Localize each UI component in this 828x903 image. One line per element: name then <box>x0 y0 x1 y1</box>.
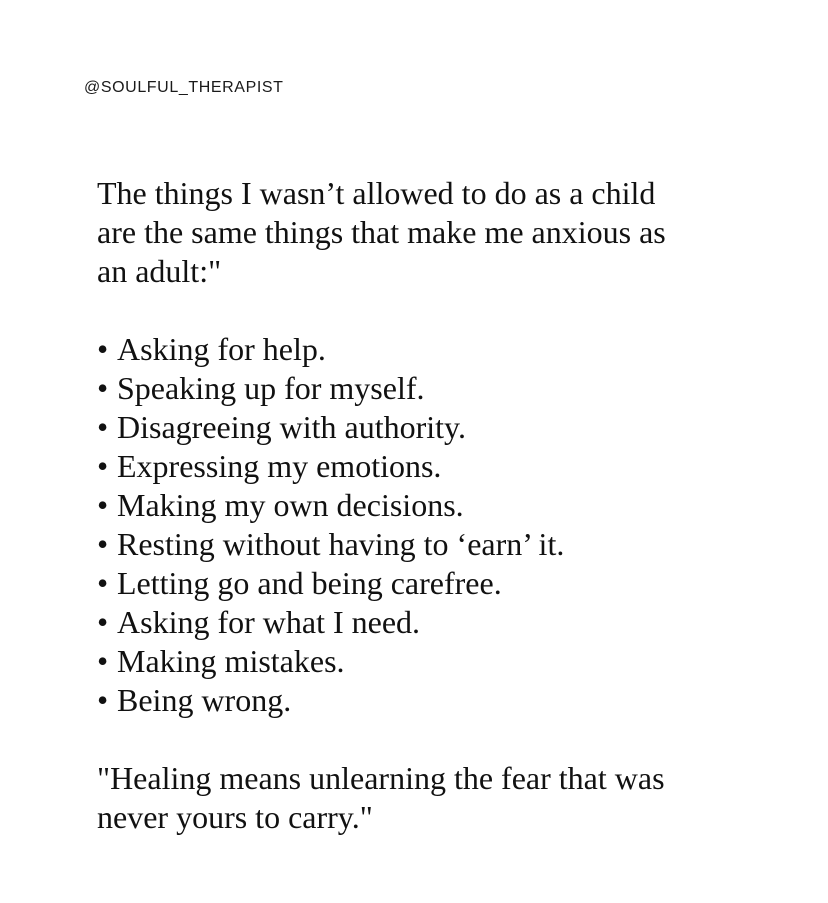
account-handle: @SOULFUL_THERAPIST <box>84 79 284 96</box>
bullet: • <box>97 565 109 601</box>
bullet: • <box>97 331 109 367</box>
intro-line: are the same things that make me anxious as <box>97 214 666 250</box>
bullet: • <box>97 448 109 484</box>
bullet: • <box>97 682 109 718</box>
list-item-text: Resting without having to ‘earn’ it. <box>117 526 565 562</box>
list-item-text: Disagreeing with authority. <box>117 409 466 445</box>
list-item <box>97 525 797 564</box>
bullet: • <box>97 370 109 406</box>
list-item <box>97 681 797 720</box>
list-item-text: Letting go and being carefree. <box>117 565 502 601</box>
bullet: • <box>97 604 109 640</box>
closing-quote <box>97 759 797 837</box>
quote-body <box>97 174 797 837</box>
list-item-text: Speaking up for myself. <box>117 370 425 406</box>
list-item <box>97 369 797 408</box>
bullet: • <box>97 526 109 562</box>
closing-line: never yours to carry." <box>97 799 373 835</box>
list-item-text: Making mistakes. <box>117 643 345 679</box>
intro-line: an adult:" <box>97 253 222 289</box>
bullet: • <box>97 409 109 445</box>
list-item <box>97 642 797 681</box>
intro-paragraph <box>97 174 797 291</box>
anxiety-list <box>97 330 797 720</box>
list-item-text: Being wrong. <box>117 682 292 718</box>
list-item-text: Asking for help. <box>117 331 326 367</box>
closing-line: "Healing means unlearning the fear that was <box>97 760 665 796</box>
list-item <box>97 330 797 369</box>
bullet: • <box>97 643 109 679</box>
list-item-text: Making my own decisions. <box>117 487 464 523</box>
list-item <box>97 486 797 525</box>
list-item-text: Expressing my emotions. <box>117 448 442 484</box>
list-item <box>97 564 797 603</box>
list-item <box>97 603 797 642</box>
intro-line: The things I wasn’t allowed to do as a child <box>97 175 656 211</box>
list-item <box>97 408 797 447</box>
list-item-text: Asking for what I need. <box>117 604 421 640</box>
bullet: • <box>97 487 109 523</box>
list-item <box>97 447 797 486</box>
